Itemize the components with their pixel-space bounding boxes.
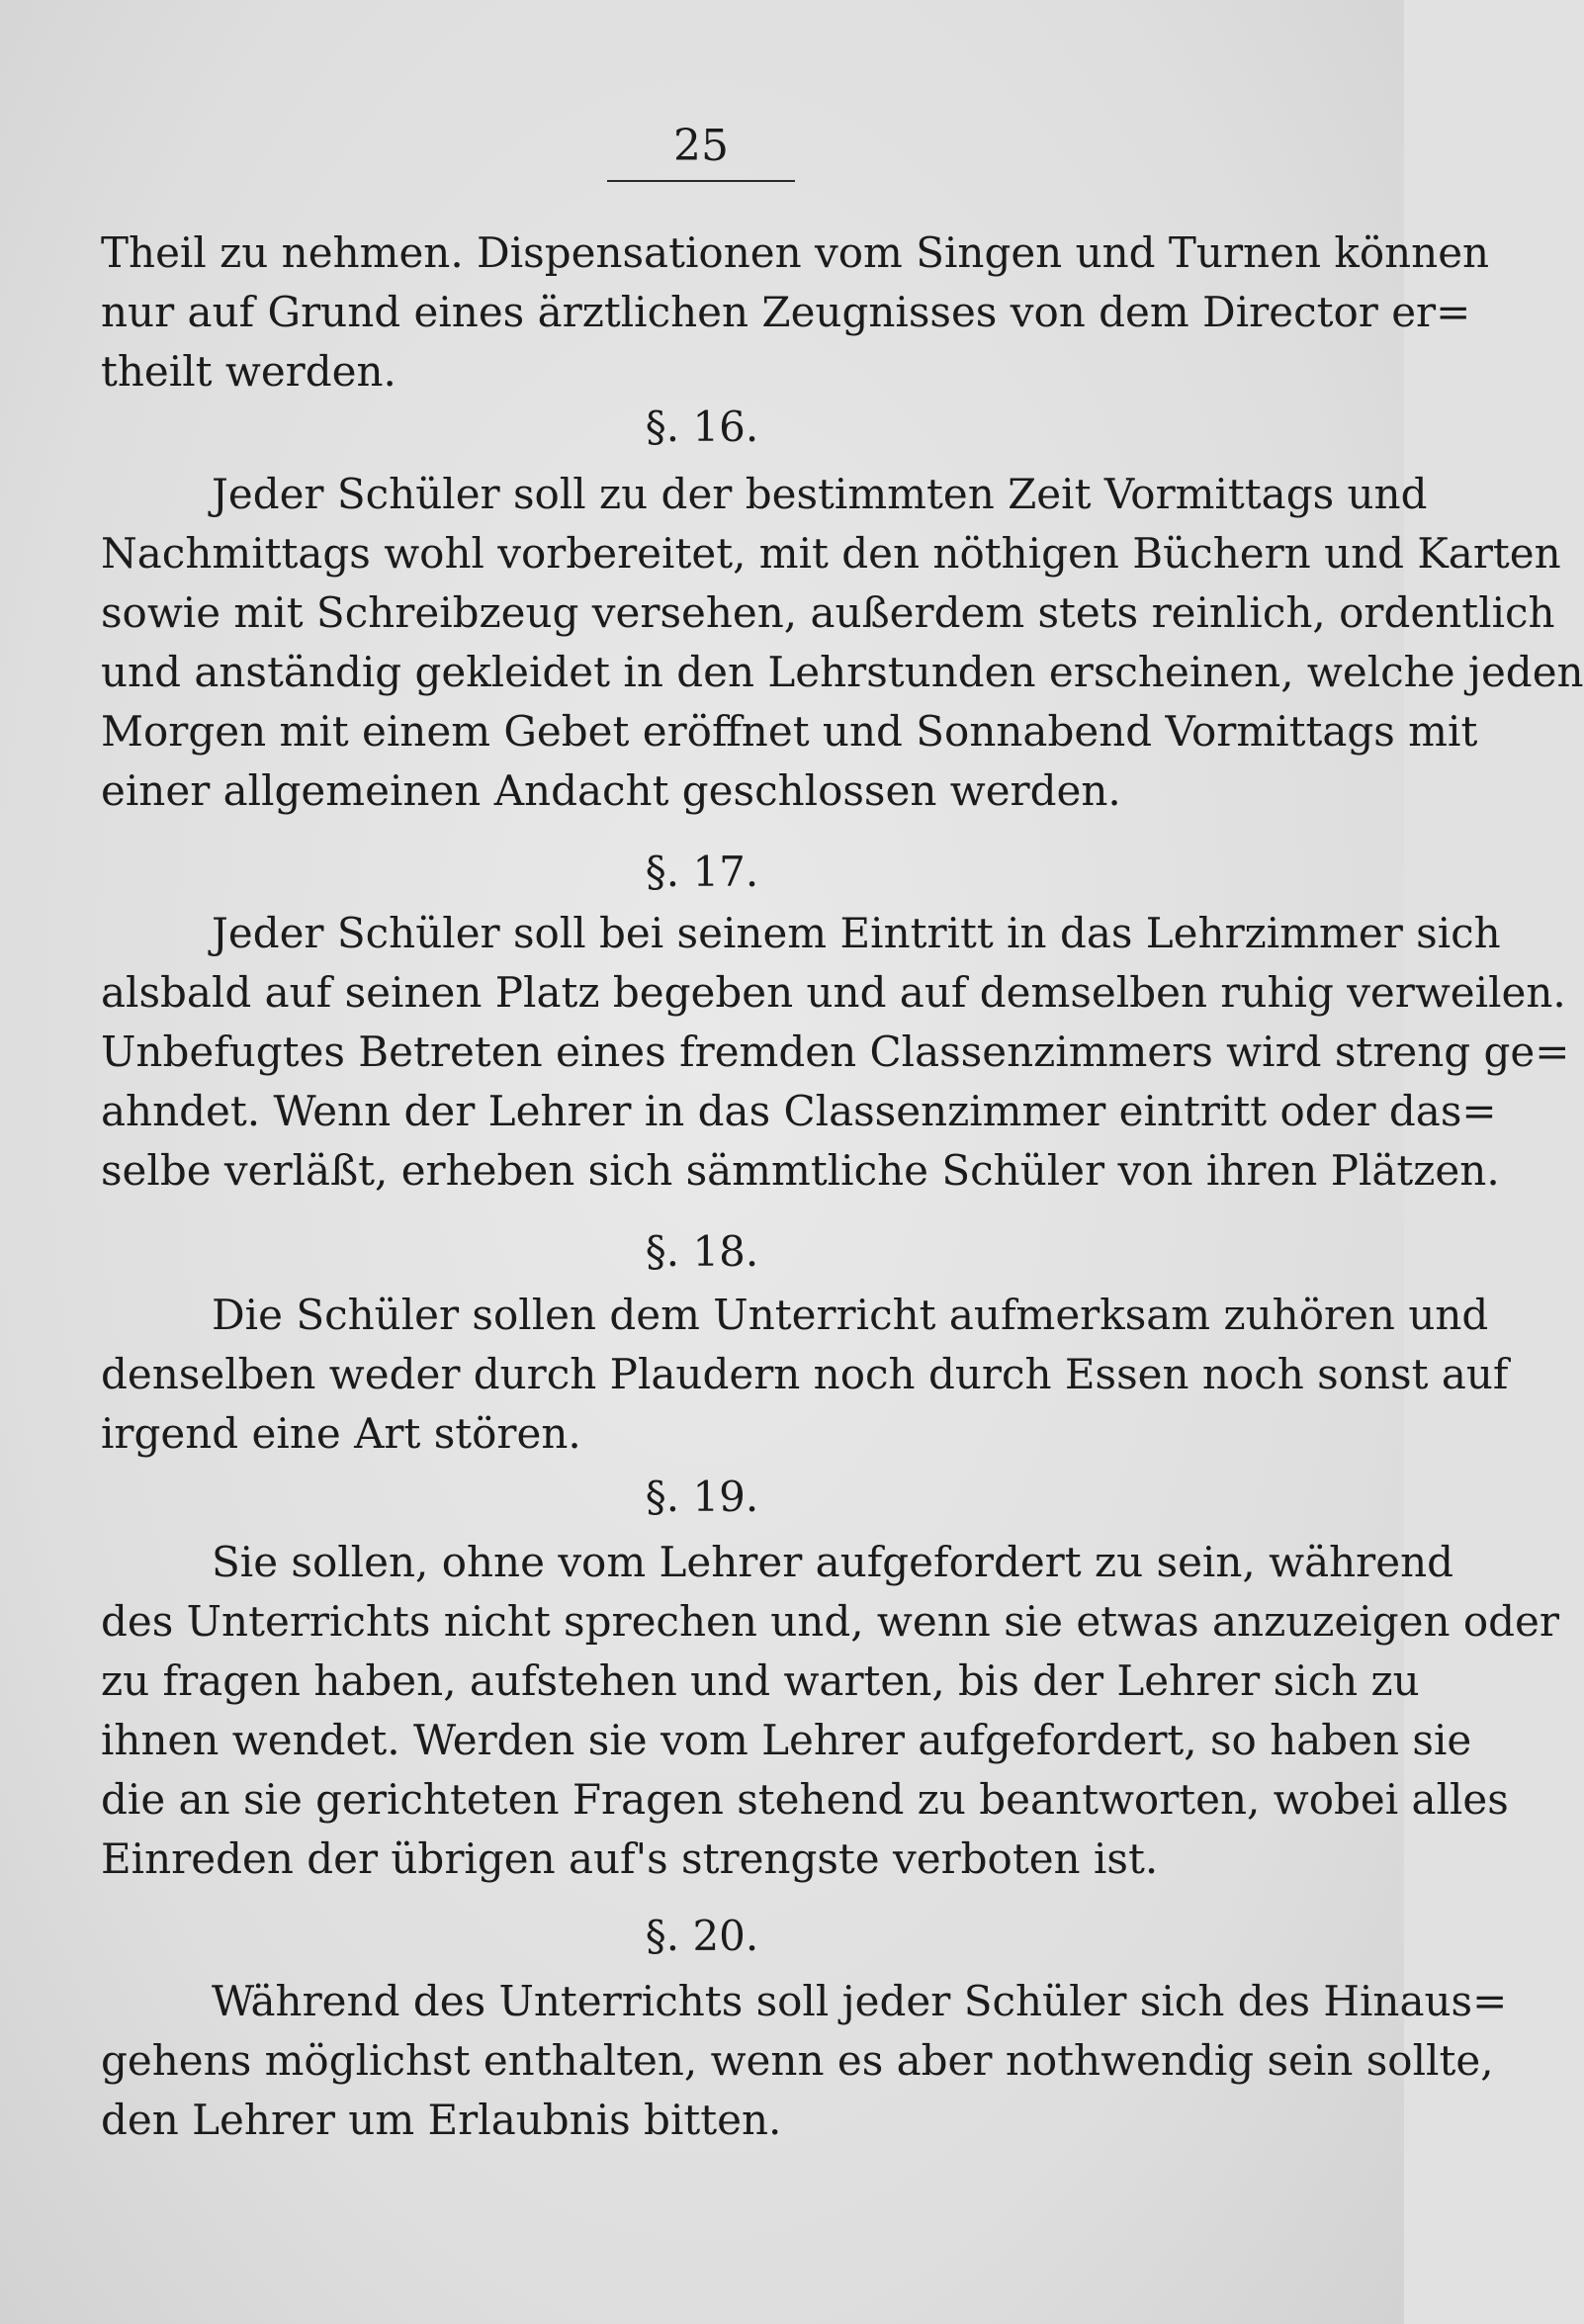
- text-line: nur auf Grund eines ärztlichen Zeugnisses von dem Director er=: [101, 288, 1471, 336]
- section-heading-16: §. 16.: [645, 402, 759, 451]
- text-line: den Lehrer um Erlaubnis bitten.: [101, 2096, 782, 2144]
- text-line: alsbald auf seinen Platz begeben und auf demselben ruhig verweilen.: [101, 968, 1566, 1017]
- paragraph-section-16: [101, 465, 1584, 821]
- text-line: Die Schüler sollen dem Unterricht aufmerksam zuhören und: [212, 1291, 1489, 1339]
- text-line: selbe verläßt, erheben sich sämmtliche Schüler von ihren Plätzen.: [101, 1146, 1500, 1195]
- text-line: die an sie gerichteten Fragen stehend zu beantworten, wobei alles: [101, 1775, 1509, 1824]
- page-number: 25: [673, 121, 729, 171]
- text-line: gehens möglichst enthalten, wenn es aber nothwendig sein sollte,: [101, 2036, 1494, 2085]
- section-heading-17: §. 17.: [645, 848, 759, 896]
- section-heading-20: §. 20.: [645, 1912, 759, 1960]
- section-heading-19: §. 19.: [645, 1473, 759, 1521]
- text-line: sowie mit Schreibzeug versehen, außerdem stets reinlich, ordentlich: [101, 588, 1555, 637]
- paragraph-section-17: [101, 904, 1570, 1201]
- text-line: Sie sollen, ohne vom Lehrer aufgefordert zu sein, während: [212, 1538, 1454, 1586]
- text-line: Während des Unterrichts soll jeder Schüler sich des Hinaus=: [212, 1977, 1508, 2025]
- text-line: irgend eine Art stören.: [101, 1409, 581, 1458]
- text-line: ahndet. Wenn der Lehrer in das Classenzimmer eintritt oder das=: [101, 1087, 1497, 1135]
- paragraph-section-18: [101, 1286, 1509, 1464]
- text-line: denselben weder durch Plaudern noch durch Essen noch sonst auf: [101, 1350, 1509, 1398]
- page-number-rule: [607, 180, 795, 182]
- text-line: und anständig gekleidet in den Lehrstunden erscheinen, welche jeden: [101, 648, 1584, 696]
- text-line: Nachmittags wohl vorbereitet, mit den nöthigen Büchern und Karten: [101, 529, 1561, 578]
- text-line: Unbefugtes Betreten eines fremden Classenzimmers wird streng ge=: [101, 1028, 1570, 1076]
- paragraph-intro: [101, 223, 1490, 402]
- text-line: Theil zu nehmen. Dispensationen vom Singen und Turnen können: [101, 228, 1490, 277]
- section-heading-18: §. 18.: [645, 1227, 759, 1276]
- text-line: des Unterrichts nicht sprechen und, wenn sie etwas anzuzeigen oder: [101, 1597, 1559, 1646]
- paragraph-section-19: [101, 1533, 1559, 1889]
- text-line: zu fragen haben, aufstehen und warten, bis der Lehrer sich zu: [101, 1656, 1420, 1705]
- paragraph-section-20: [101, 1972, 1508, 2150]
- text-line: ihnen wendet. Werden sie vom Lehrer aufgefordert, so haben sie: [101, 1716, 1472, 1764]
- text-line: theilt werden.: [101, 347, 396, 396]
- text-line: Morgen mit einem Gebet eröffnet und Sonnabend Vormittags mit: [101, 707, 1478, 756]
- text-line: Jeder Schüler soll zu der bestimmten Zeit Vormittags und: [212, 470, 1428, 518]
- text-line: Jeder Schüler soll bei seinem Eintritt in das Lehrzimmer sich: [212, 909, 1501, 957]
- text-line: Einreden der übrigen auf's strengste verboten ist.: [101, 1834, 1159, 1883]
- text-line: einer allgemeinen Andacht geschlossen werden.: [101, 766, 1121, 815]
